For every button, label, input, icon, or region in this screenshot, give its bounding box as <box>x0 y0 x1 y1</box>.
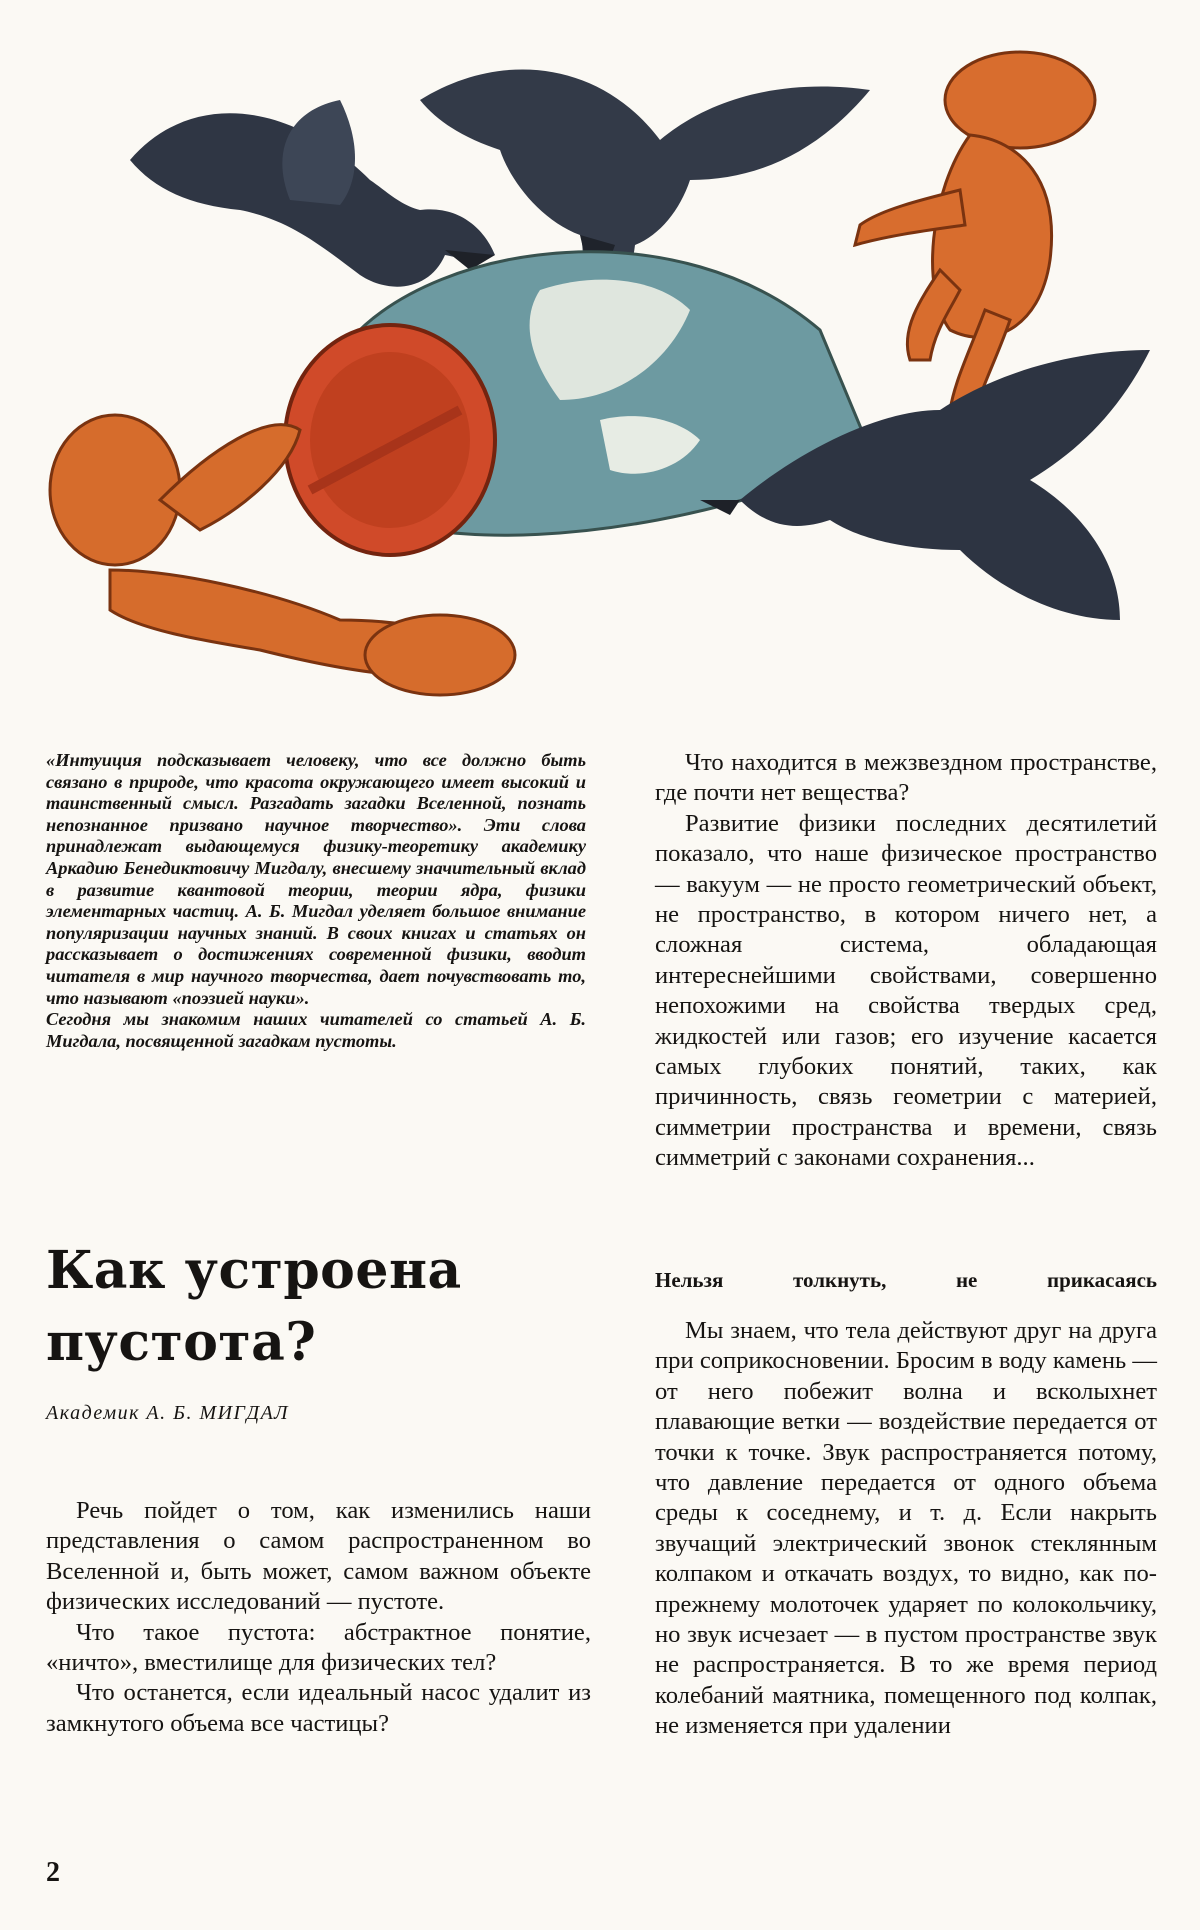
title-line: пустота? <box>46 1312 317 1373</box>
right-column-continued <box>655 1316 1157 1742</box>
article-title <box>46 1235 606 1379</box>
page-number: 2 <box>46 1857 60 1888</box>
figure-right <box>855 52 1095 410</box>
intro-paragraph: «Интуиция подсказывает человеку, что все должно быть связано в природе, что красота окружающего имеет высокий и таинственный смысл. Разгадать загадки Вселенной, познать непознанное призвано научное творчество». Эти слова принадлежат выдающемуся физику-теоретику академику Аркадию Бенедиктовичу Мигдалу, внесшему значительный вклад в развитие квантовой теории, теории ядра, физики элементарных частиц. А. Б. Мигдал уделяет большое внимание популяризации научных знаний. В своих книгах и статьях он рассказывает о достижениях современной физики, вводит читателя в мир научного творчества, дает почувствовать то, что называют «поэзией науки». <box>46 750 586 1008</box>
crow-left <box>130 100 495 287</box>
section-subheading: Нельзя толкнуть, не прикасаясь <box>655 1268 1157 1292</box>
body-paragraph: Что такое пустота: абстрактное понятие, «ничто», вместилище для физических тел? <box>46 1618 591 1677</box>
body-paragraph: Развитие физики последних десятилетий показало, что наше физическое пространство — вакуум — не просто геометрический объект, не пространство, в котором ничего нет, а сложная система, обладающая интереснейшими свойствами, совершенно непохожими на свойства твердых сред, жидкостей или газов; его изучение касается самых глубоких понятий, таких, как причинность, связь геометрии с материей, симметрии пространства и времени, связь симметрий с законами сохранения... <box>655 809 1157 1172</box>
right-column <box>655 748 1157 1174</box>
body-paragraph: Речь пойдет о том, как изменились наши представления о самом распространенном во Вселенной и, быть может, самом важном объекте физических исследований — пустоте. <box>46 1497 591 1616</box>
crows-and-drum-illustration <box>40 30 1170 730</box>
body-paragraph: Мы знаем, что тела действуют друг на друга при соприкосновении. Бросим в воду камень — от него побежит волна и всколыхнет плавающие ветки — воздействие передается от точки к точке. Звук распространяется потому, что давление передается от одного объема среды к соседнему, и т. д. Если накрыть звучащий электрический звонок стеклянным колпаком и откачать воздух, то видно, как по-прежнему молоточек ударяет по колокольчику, но звук исчезает — в пустом пространстве звук не распространяется. В то же время период колебаний маятника, помещенного под колпак, не изменяется при удалении <box>655 1317 1157 1740</box>
body-paragraph: Что находится в межзвездном пространстве, где почти нет вещества? <box>655 749 1157 807</box>
intro-paragraph: Сегодня мы знакомим наших читателей со статьей А. Б. Мигдала, посвященной загадкам пустоты. <box>46 1009 586 1051</box>
left-column <box>46 1496 591 1739</box>
intro-block <box>46 750 586 1052</box>
title-line: Как устроена <box>46 1240 462 1301</box>
article-author: Академик А. Б. МИГДАЛ <box>46 1402 290 1424</box>
body-paragraph: Что останется, если идеальный насос удалит из замкнутого объема все частицы? <box>46 1679 591 1737</box>
